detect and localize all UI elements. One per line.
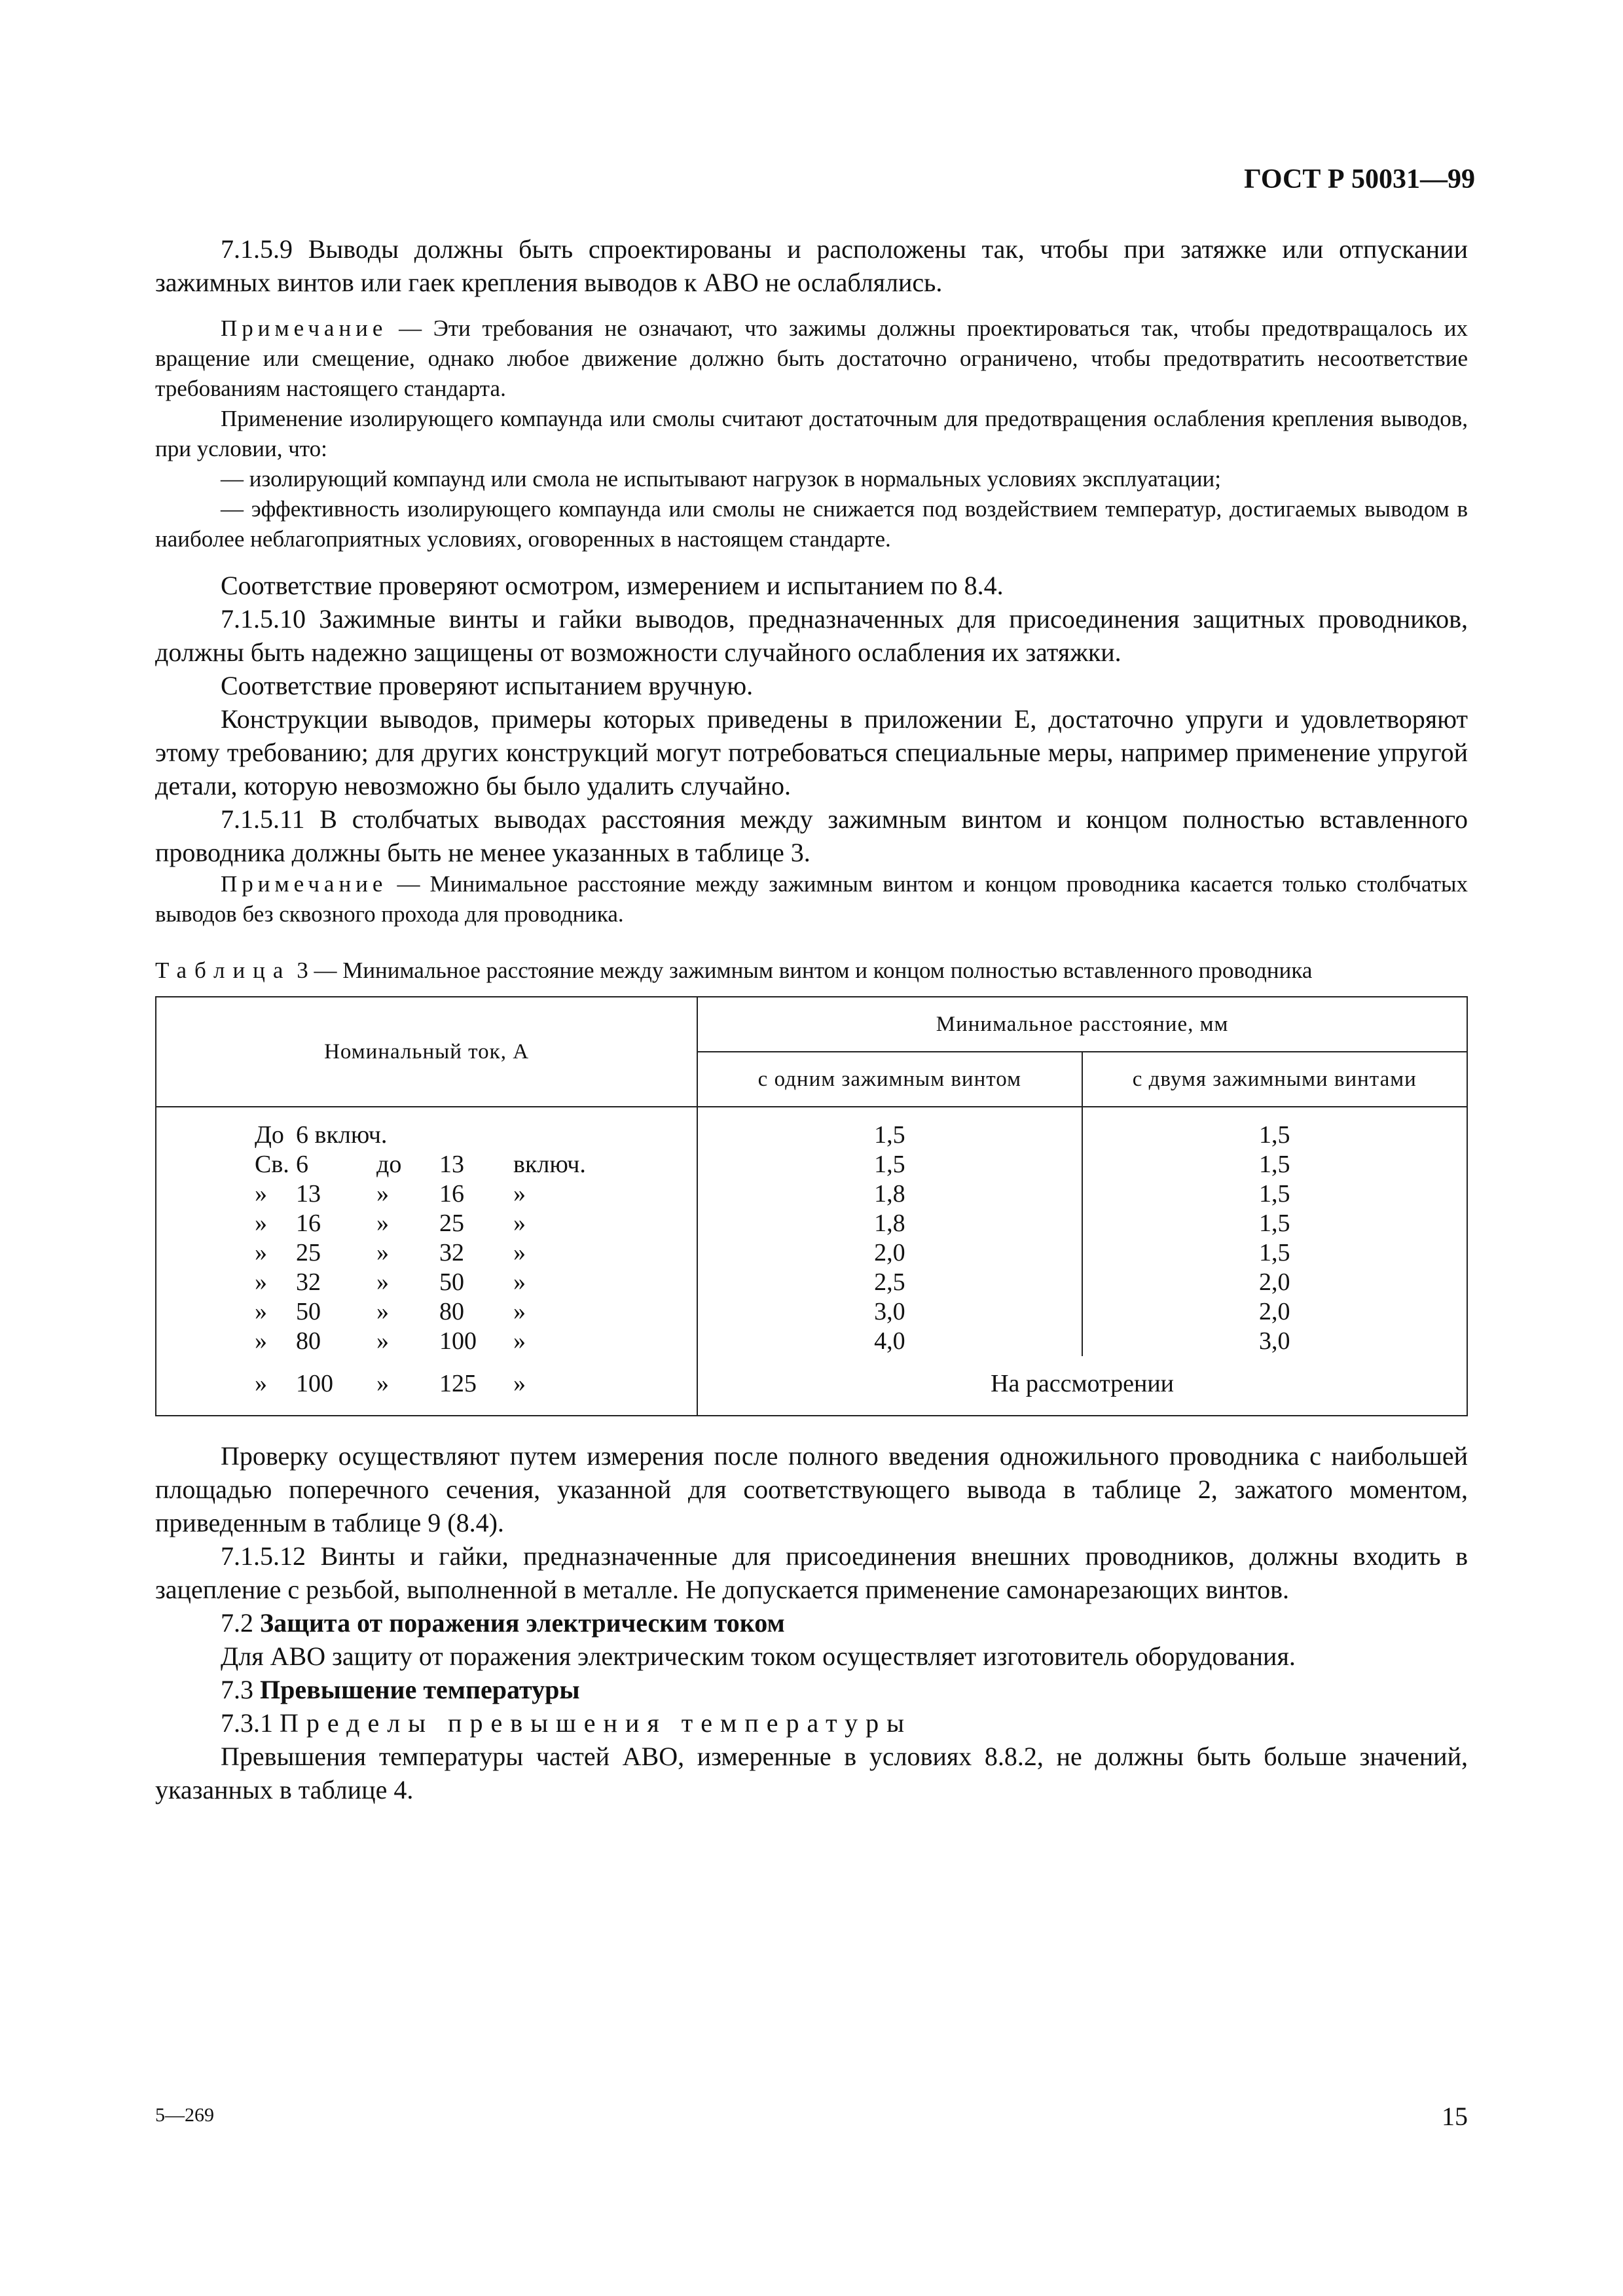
range-part-c3: до (376, 1151, 402, 1178)
range-part-c1: » (255, 1180, 267, 1208)
section-7-2-text: Для АВО защиту от поражения электрическим током осуществляет изготовитель оборудования. (221, 1641, 1296, 1671)
table-3-caption (155, 956, 1468, 986)
one-screw-value: 1,8 (874, 1180, 905, 1208)
section-7-3-heading (155, 1673, 1468, 1706)
range-part-c2: 50 (296, 1298, 321, 1325)
table-caption-label: Таблица (155, 958, 291, 983)
range-part-c3: » (376, 1268, 389, 1296)
section-number: 7.3.1 (221, 1708, 280, 1738)
header-min-distance: Минимальное расстояние, мм (697, 997, 1467, 1052)
range-part-c4: 25 (439, 1210, 464, 1237)
note-label: Примечание (221, 871, 388, 897)
two-screw-value: 3,0 (1259, 1327, 1290, 1355)
range-part-c1: » (255, 1298, 267, 1325)
range-part-c1: » (255, 1268, 267, 1296)
current-range-row (156, 1209, 697, 1238)
two-screw-value: 1,5 (1259, 1121, 1290, 1149)
two-screw-value: 1,5 (1259, 1180, 1290, 1208)
under-review-text: На рассмотрении (991, 1370, 1175, 1397)
range-part-c3: » (376, 1239, 389, 1266)
page-number: 15 (1442, 2102, 1468, 2131)
current-range-row (156, 1238, 697, 1268)
range-part-c5: включ. (513, 1151, 586, 1178)
section-number: 7.3 (221, 1675, 260, 1704)
current-range-row (156, 1369, 697, 1399)
one-screw-value: 3,0 (874, 1298, 905, 1325)
one-screw-values-cell (697, 1107, 1082, 1356)
range-part-c5: » (513, 1327, 526, 1355)
range-part-c4: 13 (439, 1151, 464, 1178)
range-part-c1: » (255, 1239, 267, 1266)
range-suffix: » (513, 1370, 526, 1397)
one-screw-value: 2,5 (874, 1268, 905, 1296)
range-to-word: » (376, 1370, 389, 1397)
constructions-paragraph: Конструкции выводов, примеры которых приведены в приложении Е, достаточно упруги и удовлетворяют этому требованию; для других конструкций могут потребоваться специальные меры, например применение упругой детали, которую невозможно бы было удалить случайно. (155, 704, 1468, 800)
clause-7-1-5-9: 7.1.5.9 Выводы должны быть спроектированы и расположены так, чтобы при затяжке или отпускании зажимных винтов или гаек крепления выводов к АВО не ослаблялись. (155, 234, 1468, 297)
verification-paragraph: Проверку осуществляют путем измерения после полного введения одножильного проводника с наибольшей площадью поперечного сечения, указанной для соответствующего вывода в таблице 2, зажатого моментом, приведенным в таблице 9 (8.4). (155, 1441, 1468, 1537)
header-two-screws: с двумя зажимными винтами (1082, 1052, 1467, 1107)
range-part-c5: » (513, 1239, 526, 1266)
one-screw-values (698, 1121, 1081, 1356)
under-review-cell (697, 1356, 1467, 1416)
range-part-c5: » (513, 1210, 526, 1237)
note-1-paragraph-2: Применение изолирующего компаунда или смолы считают достаточным для предотвращения ослабления крепления выводов, при условии, что: (155, 406, 1468, 461)
range-to: 125 (439, 1370, 477, 1397)
current-range-row (156, 1327, 697, 1356)
range-part-c2: 6 включ. (296, 1121, 388, 1149)
range-part-c4: 100 (439, 1327, 477, 1355)
range-part-c5: » (513, 1268, 526, 1296)
clause-7-1-5-12: 7.1.5.12 Винты и гайки, предназначенные для присоединения внешних проводников, должны входить в зацепление с резьбой, выполненной в металле. Не допускается применение самонарезающих винтов. (155, 1541, 1468, 1604)
two-screw-value: 1,5 (1259, 1239, 1290, 1266)
range-part-c3: » (376, 1298, 389, 1325)
range-part-c5: » (513, 1298, 526, 1325)
range-part-c1: » (255, 1210, 267, 1237)
range-part-c2: 16 (296, 1210, 321, 1237)
clause-7-1-5-11: 7.1.5.11 В столбчатых выводах расстояния между зажимным винтом и концом полностью вставленного проводника должны быть не менее указанных в таблице 3. (155, 804, 1468, 867)
range-part-c3: » (376, 1180, 389, 1208)
range-part-c4: 32 (439, 1239, 464, 1266)
two-screw-values-cell (1082, 1107, 1467, 1356)
current-range-row (156, 1268, 697, 1297)
document-code-header: ГОСТ Р 50031—99 (1244, 164, 1475, 194)
two-screw-values (1083, 1121, 1467, 1356)
current-range-row (156, 1179, 697, 1209)
range-part-c4: 50 (439, 1268, 464, 1296)
note-1-paragraph-4: — эффективность изолирующего компаунда или смолы не снижается под воздействием температур, достигаемых выводом в наиболее неблагоприятных условиях, оговоренных в настоящем стандарте. (155, 496, 1468, 552)
range-part-c2: 6 (296, 1151, 308, 1178)
section-number: 7.2 (221, 1608, 260, 1638)
range-part-c3: » (376, 1210, 389, 1237)
range-part-c1: Св. (255, 1151, 289, 1178)
range-part-c1: До (255, 1121, 284, 1149)
compliance-check-manual: Соответствие проверяют испытанием вручную. (221, 671, 754, 700)
range-part-c2: 80 (296, 1327, 321, 1355)
table-caption-text: 3 — Минимальное расстояние между зажимным винтом и концом полностью вставленного проводника (291, 958, 1313, 983)
section-7-3-1-heading (155, 1706, 1468, 1740)
section-7-3-1-text: Превышения температуры частей АВО, измеренные в условиях 8.8.2, не должны быть больше значений, указанных в таблице 4. (155, 1742, 1468, 1804)
header-nominal-current: Номинальный ток, А (156, 997, 697, 1107)
range-part-c4: 80 (439, 1298, 464, 1325)
note-1-paragraph-3: — изолирующий компаунд или смола не испытывают нагрузок в нормальных условиях эксплуатации; (221, 466, 1222, 492)
section-7-2-heading (155, 1606, 1468, 1640)
range-part-c1: » (255, 1327, 267, 1355)
current-range-row (156, 1150, 697, 1179)
range-prefix: » (255, 1370, 267, 1397)
compliance-check-8-4: Соответствие проверяют осмотром, измерением и испытанием по 8.4. (221, 571, 1004, 600)
sheet-number: 5—269 (155, 2104, 214, 2126)
two-screw-value: 1,5 (1259, 1210, 1290, 1237)
current-range-row (156, 1297, 697, 1327)
note-1 (155, 314, 1468, 404)
current-range-row (156, 1121, 697, 1150)
range-part-c3: » (376, 1327, 389, 1355)
range-from: 100 (296, 1370, 333, 1397)
one-screw-value: 1,8 (874, 1210, 905, 1237)
one-screw-value: 4,0 (874, 1327, 905, 1355)
range-part-c5: » (513, 1180, 526, 1208)
note-label: Примечание (221, 315, 388, 341)
clause-7-1-5-10: 7.1.5.10 Зажимные винты и гайки выводов, предназначенных для присоединения защитных проводников, должны быть надежно защищены от возможности случайного ослабления их затяжки. (155, 604, 1468, 667)
table-3 (155, 996, 1468, 1416)
current-ranges-cell (156, 1107, 697, 1356)
note-text: — Эти требования не означают, что зажимы должны проектироваться так, чтобы предотвращалось их вращение или смещение, однако любое движение должно быть достаточно ограничено, чтобы предотвратить несоответствие требованиям настоящего стандарта. (155, 315, 1468, 401)
range-part-c2: 25 (296, 1239, 321, 1266)
section-title: Пределы превышения температуры (280, 1708, 912, 1738)
range-part-c4: 16 (439, 1180, 464, 1208)
range-part-c2: 13 (296, 1180, 321, 1208)
last-range-cell (156, 1356, 697, 1416)
current-ranges (156, 1121, 697, 1356)
note-2 (155, 869, 1468, 929)
range-part-c2: 32 (296, 1268, 321, 1296)
two-screw-value: 1,5 (1259, 1151, 1290, 1178)
note-text: — Минимальное расстояние между зажимным винтом и концом проводника касается только столбчатых выводов без сквозного прохода для проводника. (155, 871, 1468, 927)
two-screw-value: 2,0 (1259, 1298, 1290, 1325)
one-screw-value: 1,5 (874, 1121, 905, 1149)
one-screw-value: 1,5 (874, 1151, 905, 1178)
two-screw-value: 2,0 (1259, 1268, 1290, 1296)
section-title: Превышение температуры (260, 1675, 580, 1704)
header-one-screw: с одним зажимным винтом (697, 1052, 1082, 1107)
page-content (155, 232, 1468, 1806)
section-title: Защита от поражения электрическим током (260, 1608, 785, 1638)
one-screw-value: 2,0 (874, 1239, 905, 1266)
